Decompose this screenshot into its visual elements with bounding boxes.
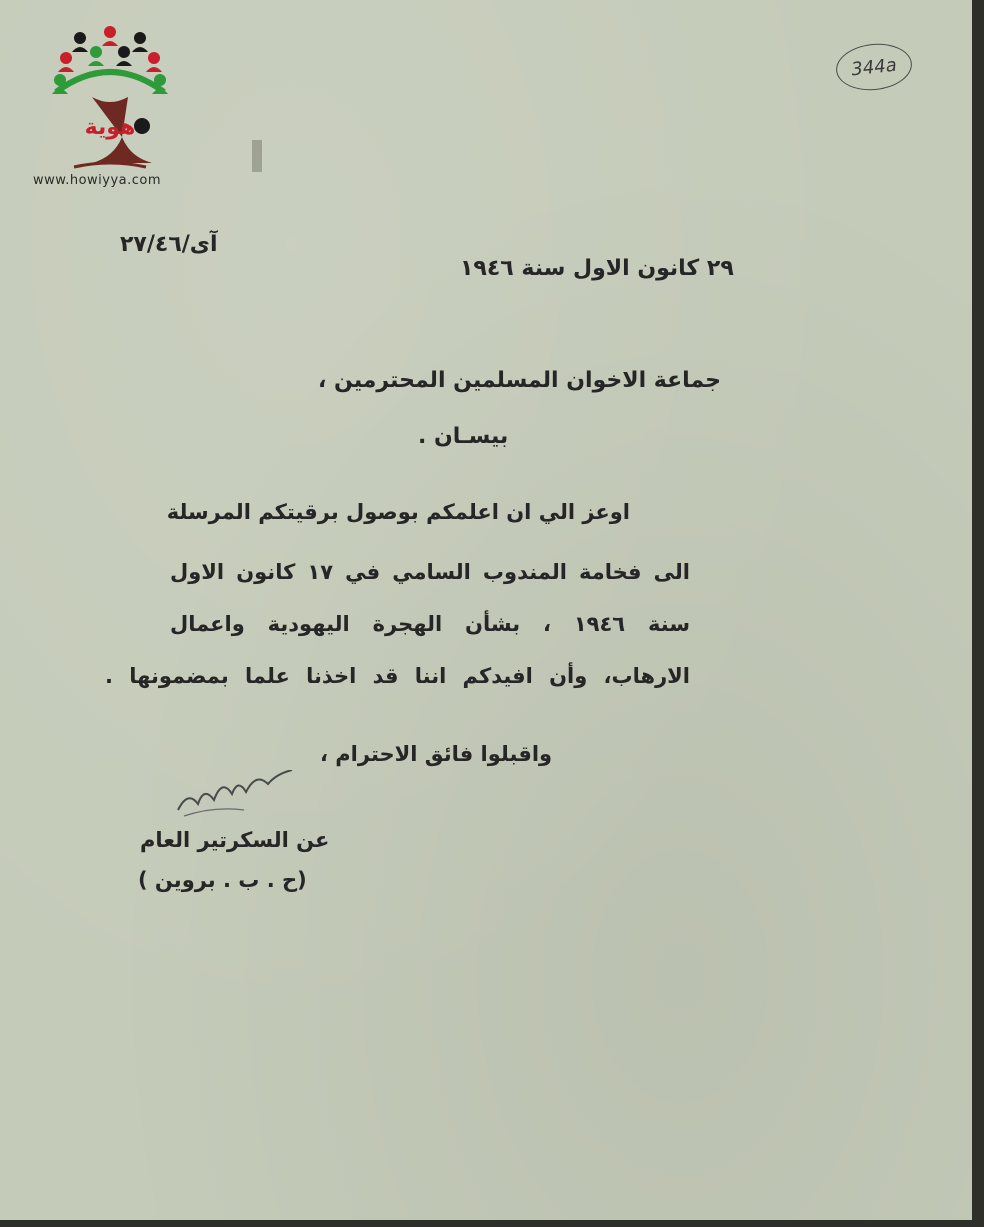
logo-text: هوية xyxy=(84,115,136,140)
addressee-location: بيسـان . xyxy=(418,424,509,449)
howiyya-logo xyxy=(30,22,190,197)
watermark-url: www.howiyya.com xyxy=(33,173,162,188)
body-line-4: الارهاب، وأن افيدكم اننا قد اخذنا علما بمضمونها . xyxy=(105,664,690,688)
body-line-3: سنة ١٩٤٦ ، بشأن الهجرة اليهودية واعمال xyxy=(170,612,690,636)
letter-date: ٢٩ كانون الاول سنة ١٩٤٦ xyxy=(460,256,734,281)
signer-initials: (ح . ب . بروين ) xyxy=(138,868,307,892)
signer-title: عن السكرتير العام xyxy=(140,828,330,852)
addressee-name: جماعة الاخوان المسلمين المحترمين ، xyxy=(318,368,722,393)
reference-number: آى/٢٧/٤٦ xyxy=(120,232,218,257)
closing-salutation: واقبلوا فائق الاحترام ، xyxy=(320,742,553,766)
scan-edge-right xyxy=(972,0,984,1227)
handwritten-signature xyxy=(170,770,300,818)
ink-smudge xyxy=(252,140,262,172)
scan-edge-bottom xyxy=(0,1220,984,1227)
archive-number-stamp: 344a xyxy=(834,40,914,94)
people-figures-icon xyxy=(52,26,168,94)
body-line-1: اوعز الي ان اعلمكم بوصول برقيتكم المرسلة xyxy=(166,500,630,524)
body-line-2: الى فخامة المندوب السامي في ١٧ كانون الاول xyxy=(170,560,690,584)
